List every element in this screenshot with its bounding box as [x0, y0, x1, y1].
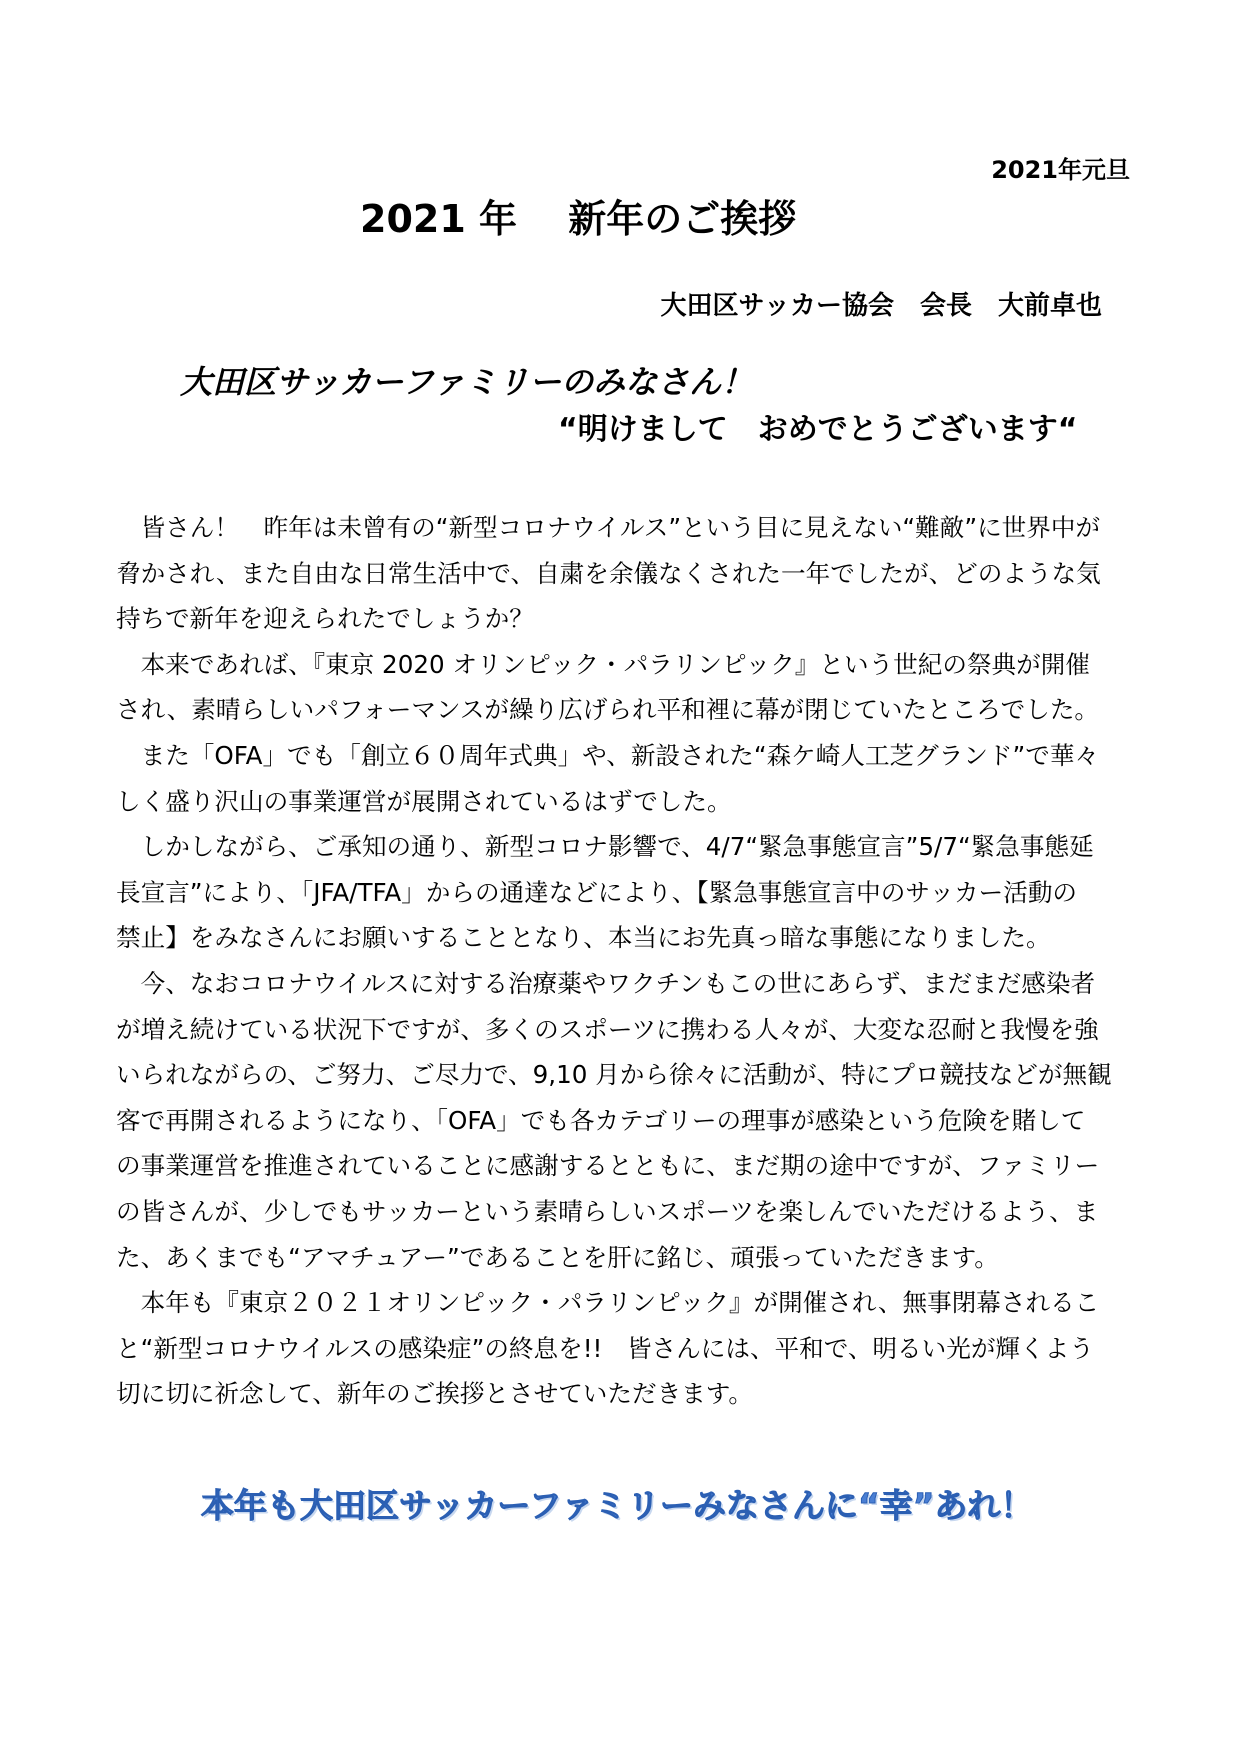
body-line: しく盛り沢山の事業運営が展開されているはずでした。: [116, 786, 732, 816]
body-line: いられながらの、ご努力、ご尽力で、9,10 月から徐々に活動が、特にプロ競技などが無観: [116, 1060, 1112, 1090]
body-line: と“新型コロナウイルスの感染症”の終息を!! 皆さんには、平和で、明るい光が輝くよう: [116, 1333, 1094, 1363]
body-line: の事業運営を推進されていることに感謝するとともに、まだ期の途中ですが、ファミリー: [116, 1151, 1100, 1181]
body-line: 持ちで新年を迎えられたでしょうか？: [116, 604, 534, 634]
body-line: た、あくまでも“アマチュアー”であることを肝に銘じ、頑張っていただきます。: [116, 1242, 999, 1272]
body-line: の皆さんが、少しでもサッカーという素晴らしいスポーツを楽しんでいただけるよう、ま: [116, 1196, 1099, 1226]
page-title: 2021 年 新年のご挨拶: [360, 197, 797, 241]
body-line: され、素晴らしいパフォーマンスが繰り広げられ平和裡に幕が閉じていたところでした。: [116, 695, 1100, 725]
closing-message: 本年も大田区サッカーファミリーみなさんに“幸”あれ！: [201, 1486, 1034, 1525]
greeting-line-2: “明けまして おめでとうございます“: [558, 412, 1078, 447]
body-line: 切に切に祈念して、新年のご挨拶とさせていただきます。: [116, 1379, 753, 1409]
greeting-line-1: 大田区サッカーファミリーのみなさん！: [180, 363, 754, 401]
body-line: 脅かされ、また自由な日常生活中で、自粛を余儀なくされた一年でしたが、どのような気: [116, 558, 1101, 588]
body-line: が増え続けている状況下ですが、多くのスポーツに携わる人々が、大変な忍耐と我慢を強: [116, 1014, 1099, 1044]
body-line: しかしながら、ご承知の通り、新型コロナ影響で、4/7“緊急事態宣言”5/7“緊急事態延: [116, 832, 1094, 862]
letter-date: 2021年元旦: [991, 156, 1130, 184]
body-line: 長宣言”により、「JFA/TFA」からの通達などにより、【緊急事態宣言中のサッカー活動の: [116, 877, 1078, 907]
body-line: 皆さん！ 昨年は未曾有の“新型コロナウイルス”という目に見えない“難敵”に世界中が: [116, 513, 1101, 542]
body-line: 禁止】をみなさんにお願いすることとなり、本当にお先真っ暗な事態になりました。: [116, 923, 1051, 953]
body-line: また「OFA」でも「創立６０周年式典」や、新設された“森ケ崎人工芝グランド”で華々: [116, 740, 1100, 770]
author-signature: 大田区サッカー協会 会長 大前卓也: [660, 291, 1102, 321]
letter-body: [116, 505, 1126, 1417]
body-line: 本来であれば、『東京 2020 オリンピック・パラリンピック』という世紀の祭典が開催: [116, 649, 1090, 679]
body-line: 今、なおコロナウイルスに対する治療薬やワクチンもこの世にあらず、まだまだ感染者: [116, 968, 1096, 998]
body-line: 本年も『東京２０２１オリンピック・パラリンピック』が開催され、無事閉幕されるこ: [116, 1288, 1100, 1318]
body-line: 客で再開されるようになり、「OFA」でも各カテゴリーの理事が感染という危険を賭して: [116, 1105, 1086, 1135]
